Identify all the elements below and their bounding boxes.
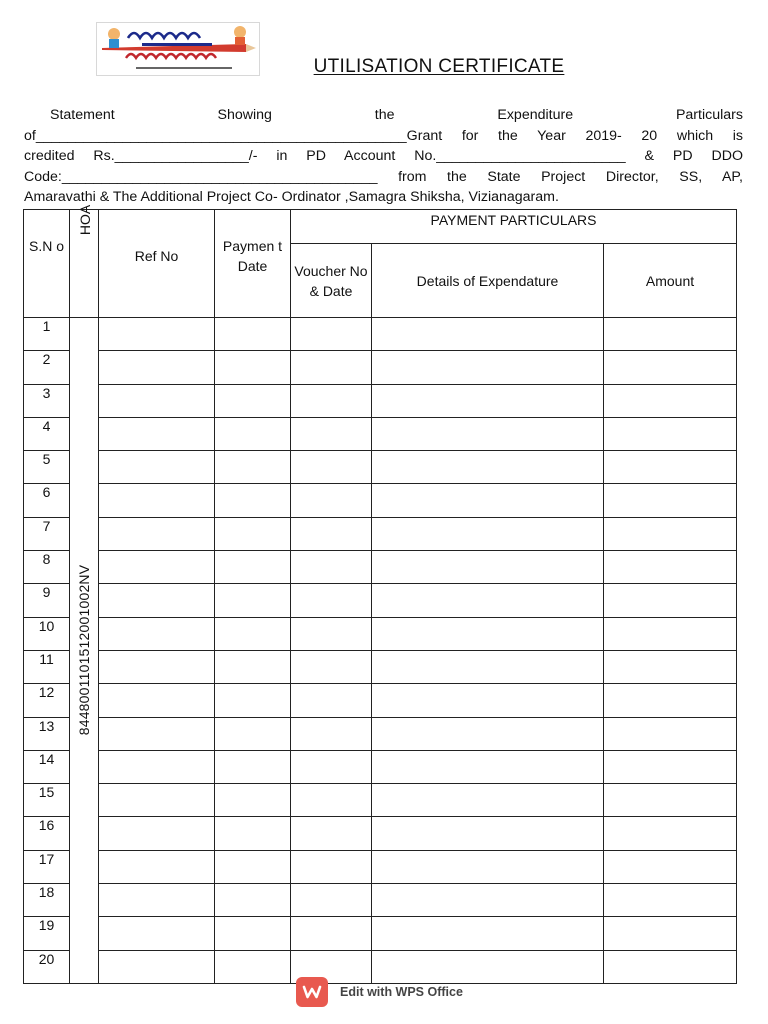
payment-date-cell[interactable]: [215, 784, 291, 817]
sno-cell: 5: [24, 451, 70, 484]
hoa-cell: [70, 318, 99, 984]
ref-no-cell[interactable]: [99, 750, 215, 783]
amount-cell[interactable]: [604, 917, 737, 950]
table-row: [24, 318, 737, 351]
payment-date-cell[interactable]: [215, 417, 291, 450]
payment-table: [23, 204, 737, 984]
amount-cell[interactable]: [604, 850, 737, 883]
table-row: [24, 717, 737, 750]
table-row: [24, 384, 737, 417]
table-row: [24, 417, 737, 450]
table-row: [24, 650, 737, 683]
table-row: [24, 817, 737, 850]
amount-header: Amount: [604, 244, 737, 318]
amount-cell[interactable]: [604, 451, 737, 484]
payment-date-cell[interactable]: [215, 517, 291, 550]
payment-date-cell[interactable]: [215, 717, 291, 750]
voucher-cell[interactable]: [291, 517, 372, 550]
amount-cell[interactable]: [604, 750, 737, 783]
ref-no-cell[interactable]: [99, 817, 215, 850]
details-cell[interactable]: [372, 650, 604, 683]
statement-line-5: Amaravathi & The Additional Project Co- Ordinator ,Samagra Shiksha, Vizianagaram.: [24, 189, 559, 205]
details-cell[interactable]: [372, 484, 604, 517]
ref-no-cell[interactable]: [99, 850, 215, 883]
details-cell[interactable]: [372, 817, 604, 850]
sno-cell: 2: [24, 351, 70, 384]
payment-date-cell[interactable]: [215, 451, 291, 484]
statement-paragraph: [24, 105, 743, 208]
statement-word: the: [374, 107, 395, 123]
voucher-cell[interactable]: [291, 850, 372, 883]
voucher-cell[interactable]: [291, 617, 372, 650]
ref-no-cell[interactable]: [99, 684, 215, 717]
statement-line-3: credited Rs._________________/- in PD Account No.________________________ & PD DDO: [24, 148, 743, 164]
ref-no-cell[interactable]: [99, 351, 215, 384]
table-row: [24, 351, 737, 384]
sno-cell: 1: [24, 318, 70, 351]
statement-word: Showing: [217, 107, 272, 123]
ref-no-cell[interactable]: [99, 451, 215, 484]
amount-cell[interactable]: [604, 817, 737, 850]
amount-cell[interactable]: [604, 351, 737, 384]
wps-office-icon: [296, 977, 328, 1007]
amount-cell[interactable]: [604, 784, 737, 817]
hoa-code: 844800110151200100​2NV: [76, 565, 92, 736]
amount-cell[interactable]: [604, 650, 737, 683]
table-row: [24, 784, 737, 817]
payment-date-cell[interactable]: [215, 384, 291, 417]
statement-line-2: of_______________________________________________Grant for the Year 2019- 20 which is: [24, 127, 743, 144]
document-title: UTILISATION CERTIFICATE: [313, 56, 565, 77]
voucher-cell[interactable]: [291, 384, 372, 417]
sno-cell: 19: [24, 917, 70, 950]
details-cell[interactable]: [372, 684, 604, 717]
sno-header-label: S.N o: [28, 238, 64, 254]
payment-date-header: [215, 210, 291, 318]
amount-cell[interactable]: [604, 884, 737, 917]
sno-cell: 11: [24, 650, 70, 683]
amount-cell[interactable]: [604, 517, 737, 550]
voucher-cell[interactable]: [291, 784, 372, 817]
table-row: [24, 551, 737, 584]
ref-no-cell[interactable]: [99, 551, 215, 584]
sno-cell: 16: [24, 817, 70, 850]
payment-date-cell[interactable]: [215, 318, 291, 351]
statement-word: Statement: [50, 107, 115, 123]
amount-cell[interactable]: [604, 584, 737, 617]
amount-cell[interactable]: [604, 551, 737, 584]
payment-date-cell[interactable]: [215, 351, 291, 384]
voucher-cell[interactable]: [291, 817, 372, 850]
amount-cell[interactable]: [604, 950, 737, 983]
ref-no-cell[interactable]: [99, 917, 215, 950]
voucher-cell[interactable]: [291, 484, 372, 517]
sno-cell: 20: [24, 950, 70, 983]
statement-word: Expenditure: [497, 107, 574, 123]
amount-cell[interactable]: [604, 417, 737, 450]
payment-date-cell[interactable]: [215, 917, 291, 950]
ref-no-cell[interactable]: [99, 584, 215, 617]
sno-cell: 14: [24, 750, 70, 783]
sno-cell: 17: [24, 850, 70, 883]
edit-with-wps-link[interactable]: [296, 977, 463, 1007]
sno-cell: 4: [24, 417, 70, 450]
payment-date-cell[interactable]: [215, 684, 291, 717]
sno-cell: 12: [24, 684, 70, 717]
payment-date-cell[interactable]: [215, 950, 291, 983]
sno-cell: 13: [24, 717, 70, 750]
payment-date-cell[interactable]: [215, 884, 291, 917]
details-cell[interactable]: [372, 750, 604, 783]
ref-no-cell[interactable]: [99, 517, 215, 550]
payment-particulars-header: PAYMENT PARTICULARS: [291, 210, 737, 244]
voucher-cell[interactable]: [291, 551, 372, 584]
amount-cell[interactable]: [604, 617, 737, 650]
voucher-header: [291, 244, 372, 318]
payment-date-cell[interactable]: [215, 584, 291, 617]
details-cell[interactable]: [372, 884, 604, 917]
payment-date-cell[interactable]: [215, 484, 291, 517]
details-cell[interactable]: [372, 784, 604, 817]
details-cell[interactable]: [372, 417, 604, 450]
voucher-cell[interactable]: [291, 351, 372, 384]
payment-date-cell[interactable]: [215, 617, 291, 650]
payment-date-cell[interactable]: [215, 817, 291, 850]
hoa-header: [70, 204, 99, 318]
sno-cell: 3: [24, 384, 70, 417]
sno-cell: 18: [24, 884, 70, 917]
voucher-cell[interactable]: [291, 584, 372, 617]
voucher-cell[interactable]: [291, 917, 372, 950]
statement-line-1: [24, 105, 743, 126]
ref-no-cell[interactable]: [99, 784, 215, 817]
ref-no-cell[interactable]: [99, 650, 215, 683]
details-cell[interactable]: [372, 584, 604, 617]
statement-line-4: Code:________________________________________ from the State Project Director, SS, AP,: [24, 168, 743, 185]
voucher-cell[interactable]: [291, 884, 372, 917]
payment-date-cell[interactable]: [215, 551, 291, 584]
edit-with-wps-label: Edit with WPS Office: [340, 985, 463, 999]
details-header: Details of Expendature: [372, 244, 604, 318]
details-cell[interactable]: [372, 318, 604, 351]
table-row: [24, 451, 737, 484]
ref-no-cell[interactable]: [99, 884, 215, 917]
voucher-cell[interactable]: [291, 417, 372, 450]
voucher-cell[interactable]: [291, 684, 372, 717]
details-cell[interactable]: [372, 617, 604, 650]
details-cell[interactable]: [372, 451, 604, 484]
ref-no-cell[interactable]: [99, 384, 215, 417]
amount-cell[interactable]: [604, 717, 737, 750]
sno-cell: 6: [24, 484, 70, 517]
amount-cell[interactable]: [604, 684, 737, 717]
ref-no-cell[interactable]: [99, 318, 215, 351]
details-cell[interactable]: [372, 351, 604, 384]
ref-no-cell[interactable]: [99, 484, 215, 517]
details-cell[interactable]: [372, 551, 604, 584]
statement-word: Particulars: [675, 107, 743, 123]
details-cell[interactable]: [372, 384, 604, 417]
voucher-cell[interactable]: [291, 451, 372, 484]
table-row: [24, 584, 737, 617]
ref-no-header: [99, 210, 215, 318]
sno-cell: 15: [24, 784, 70, 817]
voucher-cell[interactable]: [291, 318, 372, 351]
ref-no-cell[interactable]: [99, 717, 215, 750]
payment-date-cell[interactable]: [215, 650, 291, 683]
ref-no-cell[interactable]: [99, 617, 215, 650]
table-row: [24, 850, 737, 883]
ref-no-cell[interactable]: [99, 950, 215, 983]
payment-date-cell[interactable]: [215, 850, 291, 883]
table-row: [24, 750, 737, 783]
sno-cell: 7: [24, 517, 70, 550]
details-cell[interactable]: [372, 517, 604, 550]
table-row: [24, 517, 737, 550]
amount-cell[interactable]: [604, 384, 737, 417]
table-row: [24, 617, 737, 650]
hoa-header-label: HOA: [77, 204, 94, 236]
table-row: [24, 884, 737, 917]
ref-no-header-label: Ref No: [134, 248, 179, 264]
voucher-cell[interactable]: [291, 750, 372, 783]
payment-date-cell[interactable]: [215, 750, 291, 783]
amount-cell[interactable]: [604, 484, 737, 517]
details-cell[interactable]: [372, 850, 604, 883]
sno-cell: 8: [24, 551, 70, 584]
table-row: [24, 684, 737, 717]
payment-date-header-label: Paymen t Date: [222, 238, 283, 274]
voucher-header-label: Voucher No & Date: [294, 262, 368, 299]
voucher-cell[interactable]: [291, 717, 372, 750]
sno-cell: 9: [24, 584, 70, 617]
details-cell[interactable]: [372, 917, 604, 950]
sno-cell: 10: [24, 617, 70, 650]
ref-no-cell[interactable]: [99, 417, 215, 450]
sno-header: [24, 210, 70, 318]
details-cell[interactable]: [372, 717, 604, 750]
amount-cell[interactable]: [604, 318, 737, 351]
table-row: [24, 917, 737, 950]
voucher-cell[interactable]: [291, 650, 372, 683]
table-row: [24, 484, 737, 517]
